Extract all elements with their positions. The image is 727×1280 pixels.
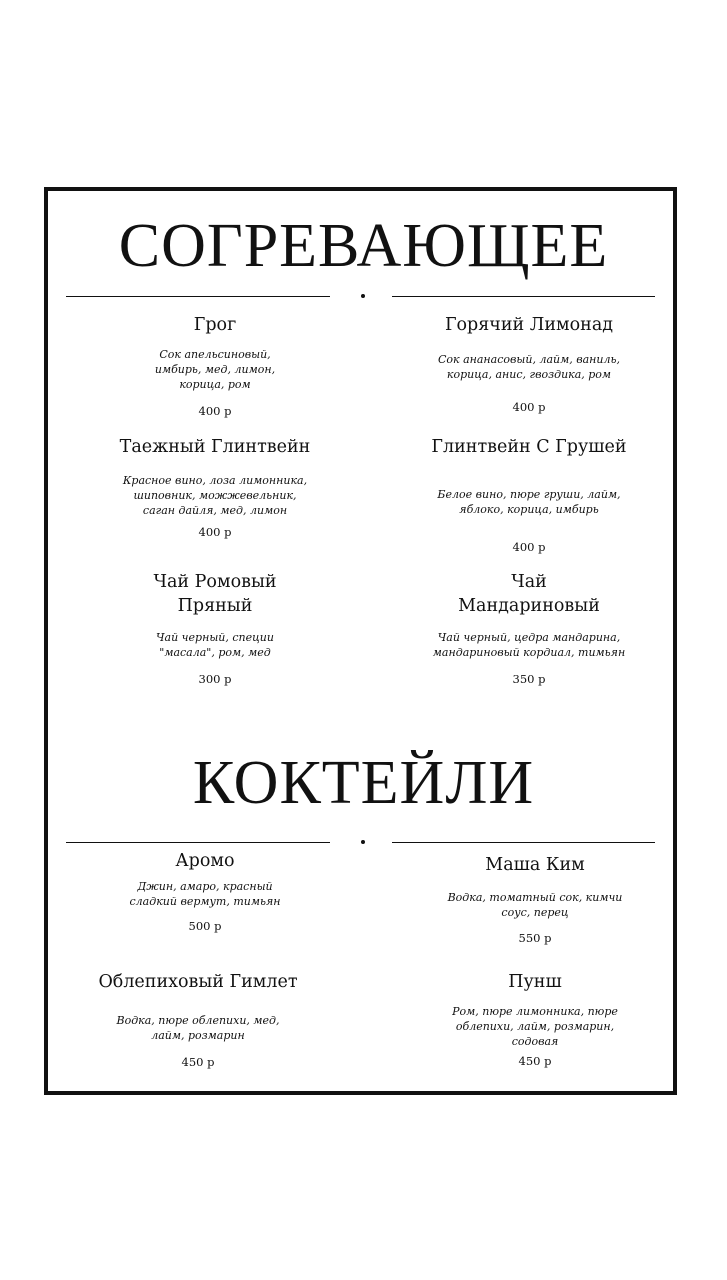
item-name: Аромо [175,851,235,871]
menu-item-punch [400,970,670,1068]
item-description: Сок ананасовый, лайм, ваниль, корица, анис, гвоздика, ром [437,353,621,381]
item-description: Красное вино, лоза лимонника, шиповник, можжевельник, саган дайля, мед, лимон [122,474,308,517]
item-price: 450 р [518,1054,552,1068]
item-name: Горячий Лимонад [444,315,614,335]
item-price: 450 р [181,1055,215,1069]
menu-item-tangerine-tea [394,570,664,686]
menu-item-masha-kim [400,853,670,945]
divider-right [392,296,655,297]
item-name: Грог [193,315,237,335]
menu-item-aromo [70,849,340,933]
item-price: 400 р [512,540,546,554]
section-title-cocktails: КОКТЕЙЛИ [192,749,535,817]
item-description: Чай черный, специи "масала", ром, мед [156,631,274,659]
menu-item-spiced-rum-tea [80,570,350,686]
item-price: 400 р [512,400,546,414]
item-description: Сок апельсиновый, имбирь, мед, лимон, корица, ром [154,348,276,391]
section-title-warming: СОГРЕВАЮЩЕЕ [118,212,609,280]
item-description: Белое вино, пюре груши, лайм, яблоко, корица, имбирь [437,488,621,516]
menu-item-hot-lemonade [394,313,664,414]
item-price: 500 р [188,919,222,933]
item-name: Глинтвейн С Грушей [431,437,627,457]
menu-item-sea-buckthorn-gimlet [63,970,333,1069]
menu-item-grog [80,313,350,418]
divider-dot [361,294,365,298]
divider-left [66,842,330,843]
item-price: 400 р [198,404,232,418]
menu-item-taiga-mulled-wine [80,435,350,539]
item-price: 300 р [198,672,232,686]
item-description: Водка, пюре облепихи, мед, лайм, розмарин [116,1014,280,1042]
item-name: Пунш [508,972,562,992]
divider-right [392,842,655,843]
item-name: Таежный Глинтвейн [119,437,311,457]
item-description: Водка, томатный сок, кимчи соус, перец [447,891,623,919]
item-name: Облепиховый Гимлет [98,972,298,992]
item-name: Чай Ромовый Пряный [153,572,277,616]
item-description: Чай черный, цедра мандарина, мандариновый кордиал, тимьян [432,631,626,659]
item-price: 400 р [198,525,232,539]
divider-left [66,296,330,297]
item-description: Джин, амаро, красный сладкий вермут, тимьян [129,880,281,908]
item-price: 550 р [518,931,552,945]
item-name: Чай Мандариновый [458,572,600,616]
divider-dot [361,840,365,844]
item-price: 350 р [512,672,546,686]
item-name: Маша Ким [485,855,585,875]
menu-item-pear-mulled-wine [394,435,664,554]
item-description: Ром, пюре лимонника, пюре облепихи, лайм, розмарин, содовая [452,1005,618,1048]
